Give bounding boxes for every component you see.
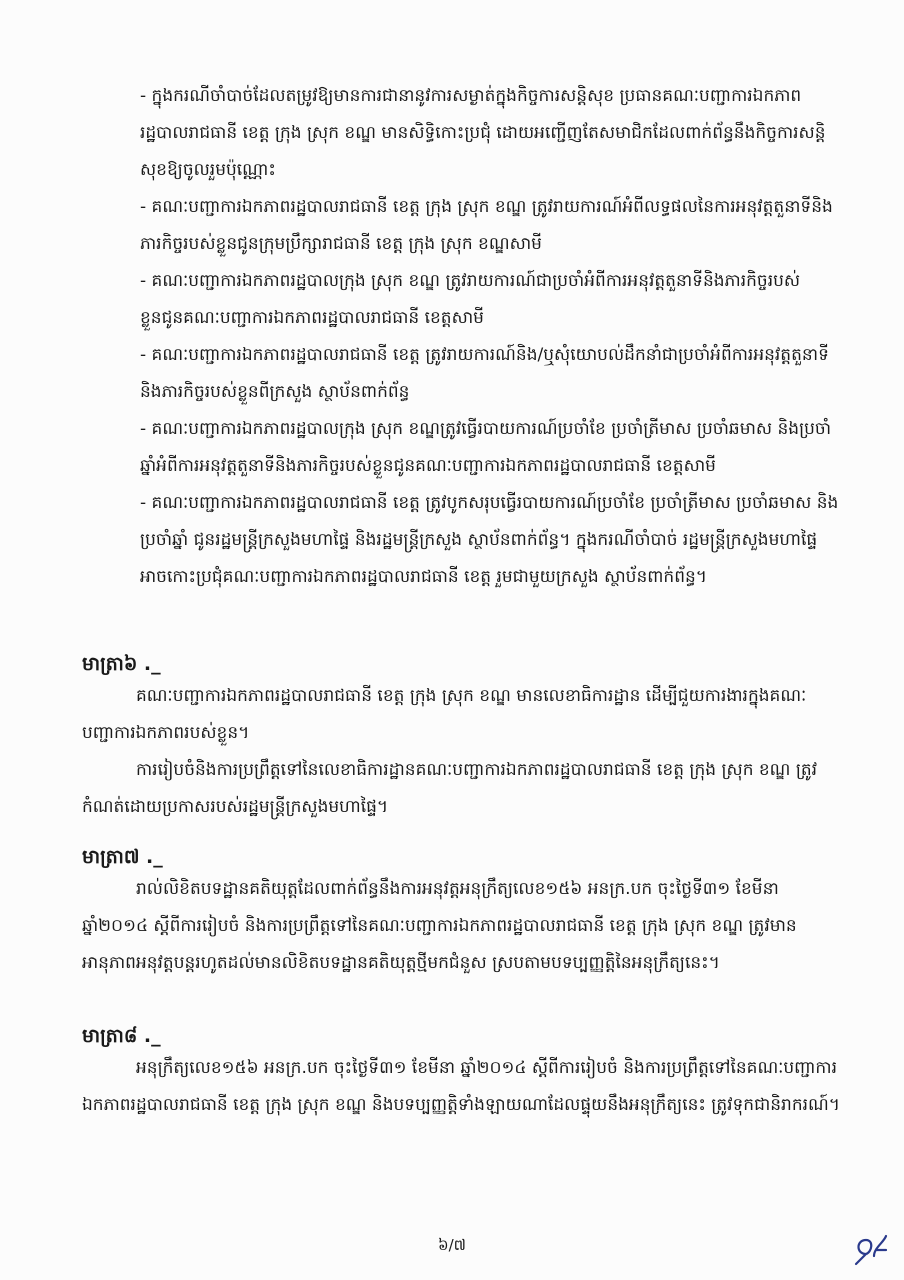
article-8: [82, 1022, 842, 1124]
article-title: មាត្រា៦ ._: [82, 653, 161, 675]
list-item: - ក្នុងករណីចាំបាច់ដែលតម្រូវឱ្យមានការជានានូវការសម្ងាត់ក្នុងកិច្ចការសន្តិសុខ ប្រធានគណៈបញ្ជាការឯកភាពរដ្ឋបាលរាជធានី ខេត្ត ក្រុង ស្រុក ខណ្ឌ មានសិទ្ធិកោះប្រជុំ ដោយអញ្ជើញតែសមាជិកដែលពាក់ព័ន្ធនឹងកិច្ចការសន្តិសុខឱ្យចូលរួមប៉ុណ្ណោះ: [140, 86, 826, 180]
article-title: មាត្រា៨ ._: [82, 1025, 161, 1047]
handwritten-initials-icon: [852, 1232, 888, 1266]
page-number: ៦/៧: [438, 1236, 466, 1254]
list-item: - គណៈបញ្ជាការឯកភាពរដ្ឋបាលរាជធានី ខេត្ត ត្រូវបូកសរុបធ្វើរបាយការណ៍ប្រចាំខែ ប្រចាំត្រីមាស ប្រចាំឆមាស និងប្រចាំឆ្នាំ ជូនរដ្ឋមន្ត្រីក្រសួងមហាផ្ទៃ និងរដ្ឋមន្ត្រីក្រសួង ស្ថាប័នពាក់ព័ន្ធ។ ក្នុងករណីចាំបាច់ រដ្ឋមន្ត្រីក្រសួងមហាផ្ទៃអាចកោះប្រជុំគណៈបញ្ជាការឯកភាពរដ្ឋបាលរាជធានី ខេត្ត រួមជាមួយក្រសួង ស្ថាប័នពាក់ព័ន្ធ។: [140, 493, 839, 587]
article-6: [82, 650, 842, 826]
article-paragraph: រាល់លិខិតបទដ្ឋានគតិយុត្តដែលពាក់ព័ន្ធនឹងការអនុវត្តអនុក្រឹត្យលេខ១៥៦ អនក្រ.បក ចុះថ្ងៃទី៣១ ខែមីនា ឆ្នាំ២០១៤ ស្តីពីការរៀបចំ និងការប្រព្រឹត្តទៅនៃគណៈបញ្ជាការឯកភាពរដ្ឋបាលរាជធានី ខេត្ត ក្រុង ស្រុក ខណ្ឌ ត្រូវមានអានុភាពអនុវត្តបន្តរហូតដល់មានលិខិតបទដ្ឋានគតិយុត្តថ្មីមកជំនួស ស្របតាមបទប្បញ្ញត្តិនៃអនុក្រឹត្យនេះ។: [82, 879, 797, 973]
article-paragraph: គណៈបញ្ជាការឯកភាពរដ្ឋបាលរាជធានី ខេត្ត ក្រុង ស្រុក ខណ្ឌ មានលេខាធិការដ្ឋាន ដើម្បីជួយការងារក្នុងគណៈបញ្ជាការឯកភាពរបស់ខ្លួន។: [82, 686, 807, 743]
bullet-list: [140, 78, 840, 596]
article-title: មាត្រា៧ ._: [82, 846, 163, 868]
article-paragraph: ការរៀបចំនិងការប្រព្រឹត្តទៅនៃលេខាធិការដ្ឋានគណៈបញ្ជាការឯកភាពរដ្ឋបាលរាជធានី ខេត្ត ក្រុង ស្រុក ខណ្ឌ ត្រូវកំណត់ដោយប្រកាសរបស់រដ្ឋមន្ត្រីក្រសួងមហាផ្ទៃ។: [82, 760, 818, 817]
article-7: [82, 843, 842, 982]
list-item: - គណៈបញ្ជាការឯកភាពរដ្ឋបាលរាជធានី ខេត្ត ត្រូវរាយការណ៍និង/ឬសុំយោបល់ដឹកនាំជាប្រចាំអំពីការអនុវត្តតួនាទីនិងភារកិច្ចរបស់ខ្លួនពីក្រសួង ស្ថាប័នពាក់ព័ន្ធ: [140, 345, 829, 402]
article-paragraph: អនុក្រឹត្យលេខ១៥៦ អនក្រ.បក ចុះថ្ងៃទី៣១ ខែមីនា ឆ្នាំ២០១៤ ស្តីពីការរៀបចំ និងការប្រព្រឹត្តទៅនៃគណៈបញ្ជាការឯកភាពរដ្ឋបាលរាជធានី ខេត្ត ក្រុង ស្រុក ខណ្ឌ និងបទប្បញ្ញត្តិទាំងឡាយណាដែលផ្ទុយនឹងអនុក្រឹត្យនេះ ត្រូវទុកជានិរាករណ៍។: [82, 1058, 840, 1115]
list-item: - គណៈបញ្ជាការឯកភាពរដ្ឋបាលក្រុង ស្រុក ខណ្ឌត្រូវធ្វើរបាយការណ៍ប្រចាំខែ ប្រចាំត្រីមាស ប្រចាំឆមាស និងប្រចាំឆ្នាំអំពីការអនុវត្តតួនាទីនិងភារកិច្ចរបស់ខ្លួនជូនគណៈបញ្ជាការឯកភាពរដ្ឋបាលរាជធានី ខេត្តសាមី: [140, 419, 832, 476]
list-item: - គណៈបញ្ជាការឯកភាពរដ្ឋបាលរាជធានី ខេត្ត ក្រុង ស្រុក ខណ្ឌ ត្រូវរាយការណ៍អំពីលទ្ធផលនៃការអនុវត្តតួនាទីនិងភារកិច្ចរបស់ខ្លួនជូនក្រុមប្រឹក្សារាជធានី ខេត្ត ក្រុង ស្រុក ខណ្ឌសាមី: [140, 197, 833, 254]
list-item: - គណៈបញ្ជាការឯកភាពរដ្ឋបាលក្រុង ស្រុក ខណ្ឌ ត្រូវរាយការណ៍ជាប្រចាំអំពីការអនុវត្តតួនាទីនិងភារកិច្ចរបស់ខ្លួនជូនគណៈបញ្ជាការឯកភាពរដ្ឋបាលរាជធានី ខេត្តសាមី: [140, 271, 801, 328]
